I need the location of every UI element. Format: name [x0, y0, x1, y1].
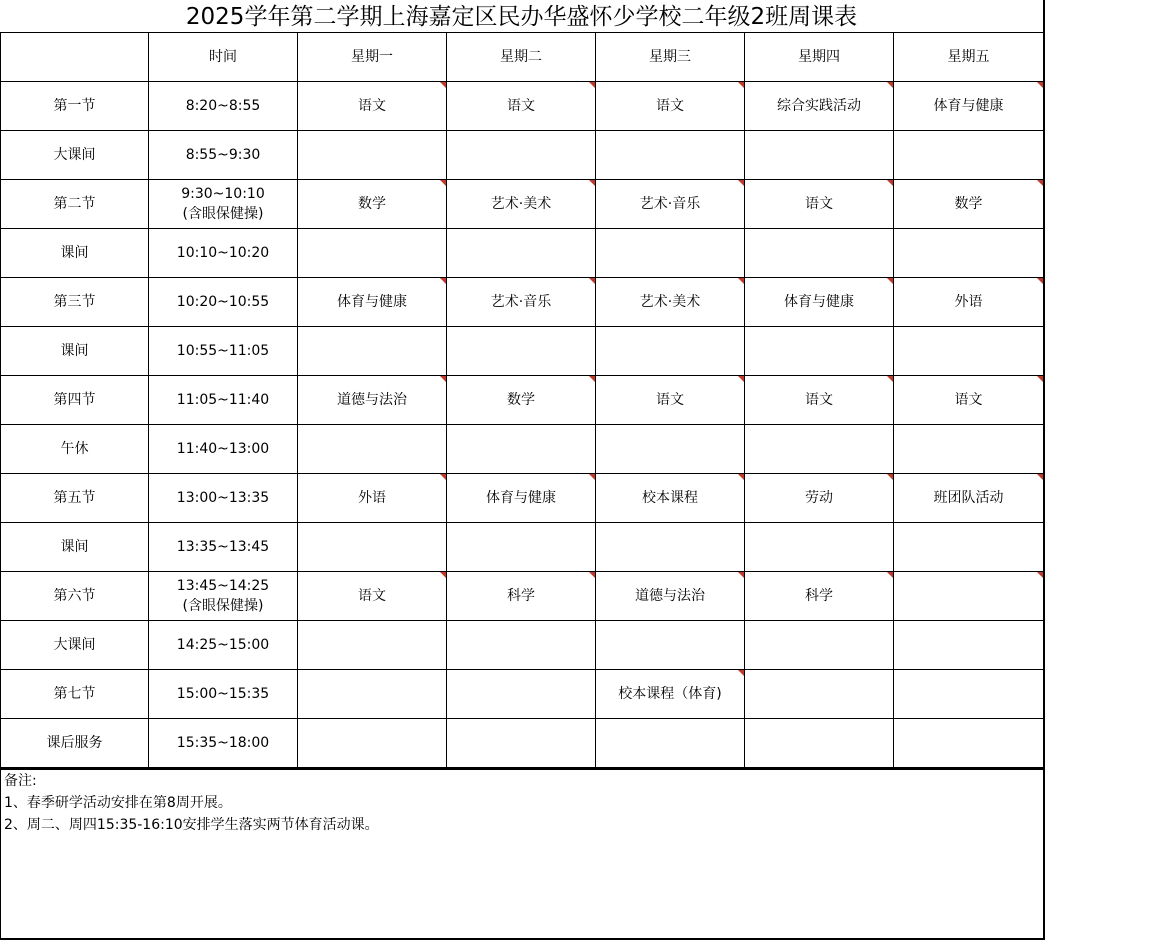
cell-text: 15:35~18:00: [176, 735, 270, 751]
period-cell[interactable]: [0, 670, 149, 719]
comment-indicator-icon[interactable]: [887, 82, 893, 88]
subject-cell-friday[interactable]: [894, 278, 1043, 327]
table-row: [0, 327, 1043, 376]
comment-indicator-icon[interactable]: [589, 82, 595, 88]
subject-cell-thursday[interactable]: [745, 425, 894, 474]
cell-text: 语文: [507, 98, 535, 114]
cell-text: 班团队活动: [933, 490, 1004, 506]
period-cell[interactable]: [0, 425, 149, 474]
notes-section[interactable]: [0, 770, 1043, 938]
cell-text: 科学: [507, 588, 535, 604]
subject-cell-wednesday[interactable]: [596, 621, 745, 670]
comment-indicator-icon[interactable]: [738, 572, 744, 578]
subject-cell-wednesday[interactable]: [596, 229, 745, 278]
subject-cell-tuesday[interactable]: [447, 621, 596, 670]
cell-text: 艺术·音乐: [639, 196, 701, 212]
period-cell[interactable]: [0, 327, 149, 376]
cell-text: 体育与健康: [784, 294, 854, 310]
comment-indicator-icon[interactable]: [738, 180, 744, 186]
cell-text: 第七节: [53, 686, 96, 702]
period-cell[interactable]: [0, 180, 149, 229]
period-cell[interactable]: [0, 474, 149, 523]
subject-cell-tuesday[interactable]: [447, 670, 596, 719]
comment-indicator-icon[interactable]: [1037, 82, 1043, 88]
table-row: [0, 474, 1043, 523]
subject-cell-thursday[interactable]: [745, 523, 894, 572]
subject-cell-wednesday[interactable]: [596, 425, 745, 474]
cell-text: 语文: [805, 392, 833, 408]
cell-text: 艺术·美术: [639, 294, 701, 310]
subject-cell-monday[interactable]: [298, 376, 447, 425]
time-cell[interactable]: [149, 131, 298, 180]
subject-cell-friday[interactable]: [894, 229, 1043, 278]
cell-text: 体育与健康: [486, 490, 556, 506]
time-cell[interactable]: [149, 180, 298, 229]
period-cell[interactable]: [0, 572, 149, 621]
subject-cell-wednesday[interactable]: [596, 523, 745, 572]
time-cell[interactable]: [149, 474, 298, 523]
cell-text: 语文: [805, 196, 833, 212]
cell-text: 课后服务: [46, 735, 103, 751]
subject-cell-friday[interactable]: [894, 621, 1043, 670]
subject-cell-thursday[interactable]: [745, 278, 894, 327]
header-cell-time[interactable]: [149, 33, 298, 82]
subject-cell-tuesday[interactable]: [447, 229, 596, 278]
cell-text: 劳动: [805, 490, 833, 506]
subject-cell-wednesday[interactable]: [596, 327, 745, 376]
subject-cell-thursday[interactable]: [745, 376, 894, 425]
header-cell-monday[interactable]: [298, 33, 447, 82]
subject-cell-tuesday[interactable]: [447, 376, 596, 425]
comment-indicator-icon[interactable]: [440, 278, 446, 284]
subject-cell-monday[interactable]: [298, 621, 447, 670]
subject-cell-tuesday[interactable]: [447, 572, 596, 621]
cell-text: 课间: [60, 343, 89, 359]
cell-text: 语文: [656, 98, 684, 114]
cell-text: 第二节: [53, 196, 96, 212]
subject-cell-tuesday[interactable]: [447, 131, 596, 180]
cell-text: 第六节: [53, 588, 96, 604]
comment-indicator-icon[interactable]: [1037, 474, 1043, 480]
cell-text: 体育与健康: [337, 294, 407, 310]
comment-indicator-icon[interactable]: [738, 474, 744, 480]
cell-text: 校本课程: [642, 490, 698, 506]
header-label: 星期一: [351, 49, 393, 65]
period-cell[interactable]: [0, 82, 149, 131]
comment-indicator-icon[interactable]: [738, 670, 744, 676]
cell-text: 10:20~10:55: [176, 294, 270, 310]
comment-indicator-icon[interactable]: [440, 82, 446, 88]
subject-cell-tuesday[interactable]: [447, 719, 596, 768]
table-row: [0, 670, 1043, 719]
cell-text: 语文: [954, 392, 983, 408]
time-cell[interactable]: [149, 82, 298, 131]
comment-indicator-icon[interactable]: [589, 376, 595, 382]
subject-cell-wednesday[interactable]: [596, 572, 745, 621]
header-cell-wednesday[interactable]: [596, 33, 745, 82]
cell-text: 校本课程（体育): [618, 686, 722, 702]
subject-cell-friday[interactable]: [894, 376, 1043, 425]
header-cell-thursday[interactable]: [745, 33, 894, 82]
cell-text: 8:55~9:30: [185, 147, 261, 163]
period-cell[interactable]: [0, 278, 149, 327]
subject-cell-tuesday[interactable]: [447, 523, 596, 572]
header-cell-friday[interactable]: [894, 33, 1043, 82]
header-label: 时间: [209, 49, 237, 65]
comment-indicator-icon[interactable]: [589, 180, 595, 186]
table-row: [0, 82, 1043, 131]
period-cell[interactable]: [0, 131, 149, 180]
header-cell-corner[interactable]: [0, 33, 149, 82]
subject-cell-wednesday[interactable]: [596, 376, 745, 425]
cell-text: 第一节: [53, 98, 96, 114]
subject-cell-monday[interactable]: [298, 719, 447, 768]
time-cell[interactable]: [149, 229, 298, 278]
cell-text: 语文: [358, 588, 386, 604]
header-label: 星期二: [500, 49, 542, 65]
subject-cell-thursday[interactable]: [745, 719, 894, 768]
subject-cell-monday[interactable]: [298, 572, 447, 621]
subject-cell-thursday[interactable]: [745, 572, 894, 621]
subject-cell-friday[interactable]: [894, 523, 1043, 572]
comment-indicator-icon[interactable]: [589, 572, 595, 578]
cell-text: 语文: [656, 392, 684, 408]
table-row: [0, 376, 1043, 425]
subject-cell-friday[interactable]: [894, 670, 1043, 719]
subject-cell-thursday[interactable]: [745, 131, 894, 180]
subject-cell-friday[interactable]: [894, 180, 1043, 229]
header-label: 星期五: [947, 49, 990, 65]
subject-cell-thursday[interactable]: [745, 670, 894, 719]
comment-indicator-icon[interactable]: [589, 474, 595, 480]
period-cell[interactable]: [0, 229, 149, 278]
subject-cell-monday[interactable]: [298, 82, 447, 131]
subject-cell-wednesday[interactable]: [596, 82, 745, 131]
cell-text: 大课间: [53, 637, 96, 653]
cell-text: 课间: [60, 245, 89, 261]
cell-text: 10:55~11:05: [176, 343, 270, 359]
time-cell[interactable]: [149, 670, 298, 719]
subject-cell-tuesday[interactable]: [447, 278, 596, 327]
cell-text: 11:40~13:00: [176, 441, 270, 457]
subject-cell-monday[interactable]: [298, 327, 447, 376]
table-row: [0, 719, 1043, 768]
header-label: 星期三: [649, 49, 691, 65]
header-row: [0, 33, 1043, 82]
cell-text: 15:00~15:35: [176, 686, 270, 702]
subject-cell-friday[interactable]: [894, 425, 1043, 474]
table-row: [0, 131, 1043, 180]
subject-cell-monday[interactable]: [298, 278, 447, 327]
table-row: [0, 180, 1043, 229]
subject-cell-monday[interactable]: [298, 670, 447, 719]
time-cell[interactable]: [149, 278, 298, 327]
table-row: [0, 523, 1043, 572]
table-row: [0, 572, 1043, 621]
cell-text: 11:05~11:40: [176, 392, 270, 408]
time-cell[interactable]: [149, 376, 298, 425]
subject-cell-tuesday[interactable]: [447, 180, 596, 229]
header-cell-tuesday[interactable]: [447, 33, 596, 82]
subject-cell-thursday[interactable]: [745, 621, 894, 670]
subject-cell-thursday[interactable]: [745, 327, 894, 376]
subject-cell-friday[interactable]: [894, 572, 1043, 621]
subject-cell-monday[interactable]: [298, 180, 447, 229]
cell-text: 课间: [60, 539, 89, 555]
time-cell[interactable]: [149, 621, 298, 670]
comment-indicator-icon[interactable]: [1037, 180, 1043, 186]
cell-text: 13:45~14:25 (含眼保健操): [176, 578, 270, 614]
comment-indicator-icon[interactable]: [440, 474, 446, 480]
cell-text: 13:00~13:35: [176, 490, 270, 506]
cell-text: 第三节: [53, 294, 96, 310]
cell-text: 科学: [805, 588, 833, 604]
timetable-grid: [0, 33, 1043, 770]
comment-indicator-icon[interactable]: [1037, 572, 1043, 578]
comment-indicator-icon[interactable]: [887, 474, 893, 480]
subject-cell-friday[interactable]: [894, 131, 1043, 180]
comment-indicator-icon[interactable]: [1037, 376, 1043, 382]
subject-cell-monday[interactable]: [298, 474, 447, 523]
cell-text: 外语: [954, 294, 983, 310]
comment-indicator-icon[interactable]: [440, 376, 446, 382]
cell-text: 午休: [60, 441, 89, 457]
comment-indicator-icon[interactable]: [589, 278, 595, 284]
comment-indicator-icon[interactable]: [887, 572, 893, 578]
comment-indicator-icon[interactable]: [440, 180, 446, 186]
comment-indicator-icon[interactable]: [440, 572, 446, 578]
subject-cell-thursday[interactable]: [745, 474, 894, 523]
time-cell[interactable]: [149, 572, 298, 621]
table-row: [0, 278, 1043, 327]
comment-indicator-icon[interactable]: [738, 82, 744, 88]
cell-text: 外语: [358, 490, 386, 506]
cell-text: 13:35~13:45: [176, 539, 270, 555]
cell-text: 9:30~10:10 (含眼保健操): [181, 186, 265, 222]
note-line: 2、周二、周四15:35-16:10安排学生落实两节体育活动课。: [4, 817, 379, 833]
comment-indicator-icon[interactable]: [738, 376, 744, 382]
cell-text: 语文: [358, 98, 386, 114]
notes-heading: 备注:: [4, 773, 37, 789]
time-cell[interactable]: [149, 523, 298, 572]
period-cell[interactable]: [0, 719, 149, 768]
comment-indicator-icon[interactable]: [738, 278, 744, 284]
cell-text: 8:20~8:55: [185, 98, 261, 114]
cell-text: 体育与健康: [933, 98, 1004, 114]
cell-text: 第五节: [53, 490, 96, 506]
cell-text: 第四节: [53, 392, 96, 408]
comment-indicator-icon[interactable]: [887, 376, 893, 382]
subject-cell-thursday[interactable]: [745, 82, 894, 131]
subject-cell-friday[interactable]: [894, 719, 1043, 768]
subject-cell-wednesday[interactable]: [596, 180, 745, 229]
table-row: [0, 425, 1043, 474]
cell-text: 道德与法治: [635, 588, 705, 604]
subject-cell-friday[interactable]: [894, 327, 1043, 376]
cell-text: 大课间: [53, 147, 96, 163]
subject-cell-friday[interactable]: [894, 474, 1043, 523]
table-row: [0, 229, 1043, 278]
cell-text: 艺术·美术: [490, 196, 552, 212]
header-label: 星期四: [798, 49, 840, 65]
subject-cell-wednesday[interactable]: [596, 719, 745, 768]
subject-cell-thursday[interactable]: [745, 180, 894, 229]
subject-cell-monday[interactable]: [298, 229, 447, 278]
time-cell[interactable]: [149, 425, 298, 474]
cell-text: 数学: [954, 196, 983, 212]
subject-cell-wednesday[interactable]: [596, 278, 745, 327]
table-row: [0, 621, 1043, 670]
subject-cell-monday[interactable]: [298, 523, 447, 572]
subject-cell-tuesday[interactable]: [447, 425, 596, 474]
page-title: 2025学年第二学期上海嘉定区民办华盛怀少学校二年级2班周课表: [0, 0, 1043, 33]
cell-text: 艺术·音乐: [490, 294, 552, 310]
subject-cell-wednesday[interactable]: [596, 131, 745, 180]
comment-indicator-icon[interactable]: [1037, 278, 1043, 284]
period-cell[interactable]: [0, 376, 149, 425]
cell-text: 综合实践活动: [777, 98, 861, 114]
time-cell[interactable]: [149, 719, 298, 768]
period-cell[interactable]: [0, 621, 149, 670]
subject-cell-tuesday[interactable]: [447, 82, 596, 131]
cell-text: 数学: [358, 196, 386, 212]
subject-cell-wednesday[interactable]: [596, 670, 745, 719]
time-cell[interactable]: [149, 327, 298, 376]
cell-text: 10:10~10:20: [176, 245, 270, 261]
comment-indicator-icon[interactable]: [887, 278, 893, 284]
period-cell[interactable]: [0, 523, 149, 572]
subject-cell-thursday[interactable]: [745, 229, 894, 278]
subject-cell-tuesday[interactable]: [447, 327, 596, 376]
note-line: 1、春季研学活动安排在第8周开展。: [4, 795, 232, 811]
subject-cell-monday[interactable]: [298, 131, 447, 180]
subject-cell-monday[interactable]: [298, 425, 447, 474]
cell-text: 道德与法治: [337, 392, 407, 408]
subject-cell-tuesday[interactable]: [447, 474, 596, 523]
subject-cell-wednesday[interactable]: [596, 474, 745, 523]
cell-text: 14:25~15:00: [176, 637, 270, 653]
subject-cell-friday[interactable]: [894, 82, 1043, 131]
comment-indicator-icon[interactable]: [887, 180, 893, 186]
cell-text: 数学: [507, 392, 535, 408]
